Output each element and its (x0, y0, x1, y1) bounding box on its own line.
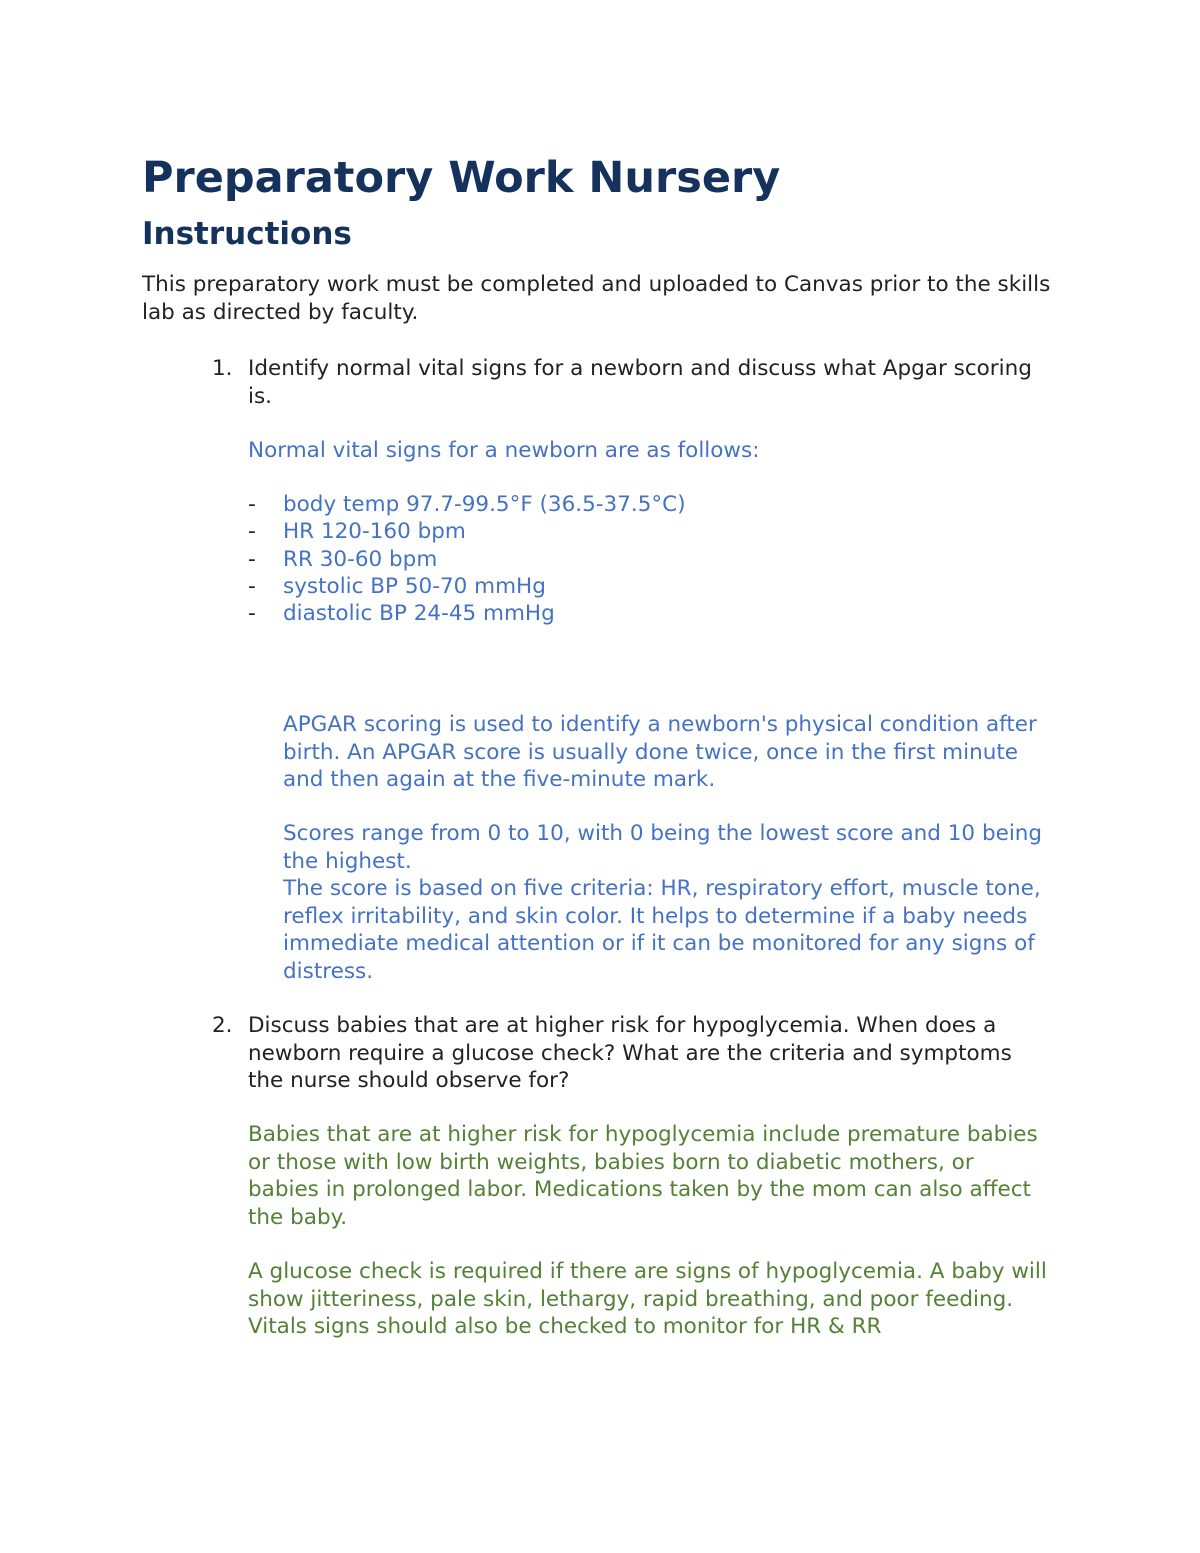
bullet-text: RR 30-60 bpm (283, 546, 438, 572)
apgar-criteria-paragraph: The score is based on five criteria: HR, respiratory effort, muscle tone, reflex irritability, and skin color. It helps to determine if a baby needs immediate medical attention or if it can be monitored for any signs of distress. (283, 876, 1041, 984)
bullet-dash: - (248, 492, 256, 517)
question-2-number: 2. (212, 1013, 233, 1038)
intro-paragraph: This preparatory work must be completed and uploaded to Canvas prior to the skills lab as directed by faculty. (142, 272, 1051, 325)
bullet-text: systolic BP 50-70 mmHg (283, 573, 546, 599)
apgar-scores-paragraph: Scores range from 0 to 10, with 0 being the lowest score and 10 being the highest. (283, 821, 1043, 874)
hypoglycemia-risk-paragraph: Babies that are at higher risk for hypoglycemia include premature babies or those with low birth weights, babies born to diabetic mothers, or babies in prolonged labor. Medications taken by the mom can also affect the baby. (248, 1122, 1038, 1230)
bullet-text: HR 120-160 bpm (283, 519, 466, 545)
document-title: Preparatory Work Nursery (142, 153, 781, 203)
question-2-prompt: Discuss babies that are at higher risk for hypoglycemia. When does a newborn require a glucose check? What are the criteria and symptoms the nurse should observe for? (248, 1013, 1012, 1093)
bullet-dash: - (248, 573, 256, 599)
answer-1-intro: Normal vital signs for a newborn are as follows: (248, 438, 760, 463)
bullet-dash: - (248, 546, 256, 572)
question-1-prompt: Identify normal vital signs for a newborn and discuss what Apgar scoring is. (248, 356, 1032, 409)
bullet-dash: - (248, 519, 256, 545)
bullet-text: diastolic BP 24-45 mmHg (283, 601, 555, 627)
apgar-paragraph: APGAR scoring is used to identify a newborn's physical condition after birth. An APGAR score is usually done twice, once in the first minute and then again at the five-minute mark. (283, 712, 1037, 792)
instructions-heading: Instructions (142, 216, 352, 252)
question-1-number: 1. (212, 356, 233, 381)
bullet-dash: - (248, 601, 256, 627)
glucose-check-paragraph: A glucose check is required if there are signs of hypoglycemia. A baby will show jitteriness, pale skin, lethargy, rapid breathing, and poor feeding. Vitals signs should also be checked to monitor for HR & RR (248, 1259, 1047, 1339)
bullet-text: body temp 97.7-99.5°F (36.5-37.5°C) (283, 492, 686, 517)
